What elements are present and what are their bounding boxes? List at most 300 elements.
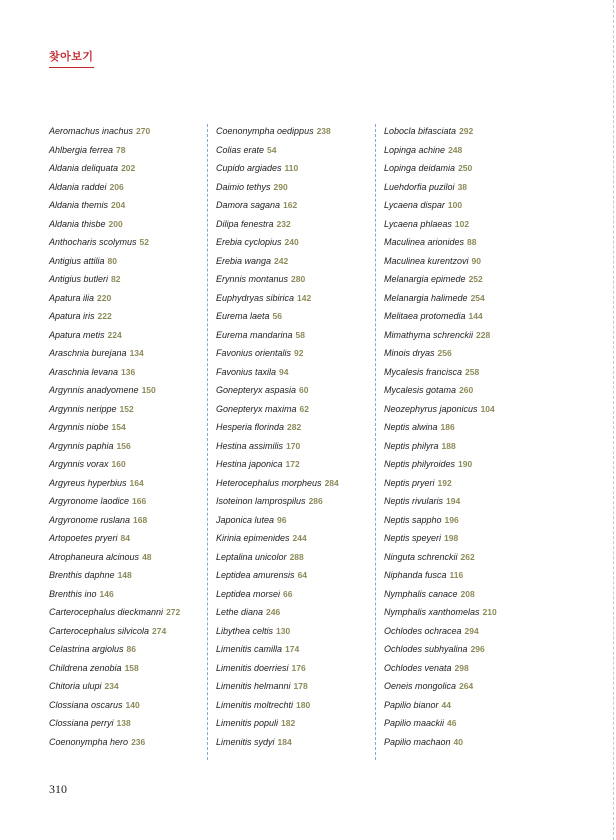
species-name: Heterocephalus morpheus	[216, 477, 322, 488]
species-name: Maculinea arionides	[384, 237, 465, 247]
index-entry	[49, 642, 214, 661]
page-reference: 224	[107, 329, 122, 340]
species-name: Antigius butleri	[49, 274, 109, 284]
species-name: Aldania deliquata	[49, 163, 119, 173]
species-name: Gonepteryx aspasia	[216, 385, 297, 395]
index-entry	[384, 198, 549, 217]
index-entry	[216, 587, 381, 606]
index-entry	[216, 679, 381, 698]
index-entry	[49, 328, 214, 347]
species-name: Neptis sappho	[384, 514, 442, 525]
page-reference: 152	[119, 403, 134, 414]
index-entry	[384, 550, 549, 569]
species-name: Atrophaneura alcinous	[49, 551, 140, 562]
index-entry	[216, 513, 381, 532]
index-entry	[384, 568, 549, 587]
species-name: Leptalina unicolor	[216, 551, 287, 562]
page-reference: 88	[467, 237, 477, 247]
index-entry	[384, 235, 549, 254]
page-reference: 244	[292, 533, 307, 543]
page-reference: 60	[299, 385, 309, 395]
page-reference: 258	[465, 366, 480, 377]
species-name: Leptidea morsei	[216, 588, 281, 599]
index-entry	[384, 624, 549, 643]
page-reference: 234	[104, 681, 119, 691]
index-entry	[216, 328, 381, 347]
index-entry	[384, 420, 549, 439]
species-name: Mycalesis francisca	[384, 366, 463, 377]
species-name: Maculinea kurentzovi	[384, 255, 469, 266]
page-reference: 262	[460, 551, 475, 562]
index-entry	[384, 402, 549, 421]
species-name: Kirinia epimenides	[216, 533, 290, 543]
species-name: Araschnia burejana	[49, 348, 127, 358]
page-reference: 272	[166, 607, 181, 617]
page-reference: 62	[299, 403, 309, 414]
index-entry	[49, 143, 214, 162]
page-reference: 154	[111, 422, 126, 432]
page-reference: 232	[276, 218, 291, 229]
species-name: Japonica lutea	[216, 514, 275, 525]
species-name: Limenitis doerriesi	[216, 662, 289, 673]
index-entry	[216, 402, 381, 421]
page-reference: 66	[283, 588, 293, 599]
index-entry	[384, 494, 549, 513]
page-reference: 176	[291, 662, 306, 673]
index-entry	[384, 587, 549, 606]
species-name: Oeneis mongolica	[384, 681, 457, 691]
species-name: Argyreus hyperbius	[49, 477, 127, 488]
index-entry	[49, 735, 214, 754]
species-name: Damora sagana	[216, 200, 281, 210]
index-entry	[49, 180, 214, 199]
section-title: 찾아보기	[49, 48, 94, 68]
page-reference: 38	[457, 181, 468, 192]
index-entry	[49, 624, 214, 643]
page-reference: 172	[285, 459, 300, 469]
index-entry	[216, 698, 381, 717]
species-name: Ninguta schrenckii	[384, 551, 458, 562]
page-reference: 198	[444, 533, 459, 543]
page-reference: 260	[459, 385, 474, 395]
page-reference: 56	[272, 311, 282, 321]
index-entry	[384, 143, 549, 162]
index-entry	[384, 328, 549, 347]
index-entry	[216, 254, 381, 273]
page-reference: 116	[449, 570, 464, 580]
page-reference: 194	[446, 496, 461, 506]
page-reference: 148	[117, 570, 132, 580]
page-reference: 204	[111, 200, 126, 210]
page-reference: 294	[464, 625, 479, 636]
index-entry	[49, 161, 214, 180]
species-name: Anthocharis scolymus	[49, 237, 137, 247]
species-name: Clossiana perryi	[49, 718, 114, 728]
page-reference: 58	[295, 329, 306, 340]
species-name: Limenitis helmanni	[216, 681, 291, 691]
index-entry	[49, 698, 214, 717]
page-reference: 166	[132, 496, 147, 506]
species-name: Lopinga deidamia	[384, 163, 456, 173]
page-reference: 282	[287, 422, 302, 432]
index-entry	[49, 346, 214, 365]
page-reference: 174	[285, 644, 300, 654]
index-entry	[49, 679, 214, 698]
index-entry	[49, 587, 214, 606]
page-reference: 190	[458, 459, 473, 469]
species-name: Neptis alwina	[384, 422, 438, 432]
species-name: Argynnis vorax	[49, 459, 109, 469]
index-entry	[384, 698, 549, 717]
species-name: Ochlodes ochracea	[384, 625, 462, 636]
page-reference: 178	[293, 681, 308, 691]
index-entry	[49, 254, 214, 273]
species-name: Lobocla bifasciata	[384, 126, 457, 136]
index-entry	[384, 531, 549, 550]
page-reference: 136	[121, 366, 136, 377]
index-entry	[384, 661, 549, 680]
index-entry	[49, 365, 214, 384]
page-reference: 242	[274, 255, 289, 266]
index-entry	[216, 365, 381, 384]
index-entry	[49, 550, 214, 569]
species-name: Aldania thisbe	[49, 218, 106, 229]
index-entry	[49, 309, 214, 328]
page-reference: 188	[441, 440, 456, 451]
species-name: Araschnia levana	[49, 366, 119, 377]
index-column-3	[384, 124, 549, 753]
species-name: Lopinga achine	[384, 144, 446, 155]
page-reference: 206	[109, 181, 124, 192]
page-reference: 146	[99, 588, 114, 599]
species-name: Favonius taxila	[216, 366, 277, 377]
page-reference: 144	[468, 311, 483, 321]
page-reference: 104	[480, 403, 495, 414]
page-reference: 92	[294, 348, 304, 358]
page-reference: 252	[468, 274, 483, 284]
species-name: Ochlodes venata	[384, 662, 452, 673]
index-entry	[384, 272, 549, 291]
species-name: Colias erate	[216, 144, 265, 155]
page-reference: 140	[125, 699, 140, 710]
page-reference: 240	[284, 237, 299, 247]
species-name: Libythea celtis	[216, 625, 274, 636]
page-reference: 298	[454, 662, 469, 673]
page-reference: 210	[482, 607, 497, 617]
species-name: Niphanda fusca	[384, 570, 447, 580]
species-name: Nymphalis canace	[384, 588, 458, 599]
index-entry	[49, 605, 214, 624]
species-name: Apatura metis	[49, 329, 105, 340]
species-name: Mycalesis gotama	[384, 385, 457, 395]
page-reference: 48	[142, 551, 152, 562]
species-name: Argynnis paphia	[49, 440, 114, 451]
page-reference: 90	[471, 255, 482, 266]
species-name: Limenitis camilla	[216, 644, 283, 654]
page-reference: 250	[458, 163, 473, 173]
species-name: Hesperia florinda	[216, 422, 285, 432]
index-entry	[384, 180, 549, 199]
index-entry	[384, 161, 549, 180]
species-name: Erynnis montanus	[216, 274, 289, 284]
index-entry	[216, 624, 381, 643]
species-name: Neptis speyeri	[384, 533, 442, 543]
species-name: Hestina assimilis	[216, 440, 284, 451]
index-column-2	[216, 124, 381, 753]
species-name: Celastrina argiolus	[49, 644, 124, 654]
species-name: Daimio tethys	[216, 181, 271, 192]
index-entry	[384, 476, 549, 495]
index-entry	[384, 513, 549, 532]
index-entry	[384, 642, 549, 661]
species-name: Ochlodes subhyalina	[384, 644, 468, 654]
species-name: Gonepteryx maxima	[216, 403, 297, 414]
page-reference: 86	[126, 644, 137, 654]
index-entry	[49, 383, 214, 402]
species-name: Neozephyrus japonicus	[384, 403, 478, 414]
species-name: Favonius orientalis	[216, 348, 292, 358]
index-entry	[384, 309, 549, 328]
index-entry	[384, 254, 549, 273]
index-entry	[49, 235, 214, 254]
index-entry	[384, 383, 549, 402]
index-entry	[384, 679, 549, 698]
page-reference: 150	[141, 385, 156, 395]
species-name: Limenitis moltrechti	[216, 699, 294, 710]
page-reference: 164	[129, 477, 144, 488]
page-reference: 196	[444, 514, 459, 525]
page-reference: 80	[107, 255, 117, 266]
index-entry	[49, 420, 214, 439]
column-divider	[375, 124, 376, 760]
page-reference: 254	[470, 292, 485, 303]
index-entry	[216, 235, 381, 254]
page-reference: 292	[459, 126, 474, 136]
species-name: Lethe diana	[216, 607, 264, 617]
page-reference: 46	[447, 718, 457, 728]
page-reference: 64	[297, 570, 308, 580]
page-reference: 208	[460, 588, 475, 599]
index-entry	[216, 476, 381, 495]
index-entry	[216, 272, 381, 291]
page-reference: 284	[324, 477, 339, 488]
index-entry	[216, 494, 381, 513]
index-entry	[384, 439, 549, 458]
page-reference: 110	[284, 163, 299, 173]
page-reference: 222	[97, 311, 112, 321]
species-name: Coenonympha hero	[49, 736, 129, 747]
index-entry	[49, 124, 214, 143]
page-reference: 202	[121, 163, 136, 173]
species-name: Hestina japonica	[216, 459, 283, 469]
page-reference: 248	[448, 144, 463, 155]
species-name: Argynnis niobe	[49, 422, 109, 432]
column-divider	[207, 124, 208, 760]
page-reference: 160	[111, 459, 126, 469]
index-entry	[216, 568, 381, 587]
species-name: Childrena zenobia	[49, 662, 122, 673]
species-name: Argyronome ruslana	[49, 514, 131, 525]
species-name: Neptis rivularis	[384, 496, 444, 506]
index-entry	[384, 346, 549, 365]
page-reference: 170	[286, 440, 301, 451]
page-reference: 52	[139, 237, 150, 247]
index-entry	[216, 605, 381, 624]
page-reference: 200	[108, 218, 123, 229]
species-name: Artopoetes pryeri	[49, 533, 118, 543]
index-entry	[49, 661, 214, 680]
index-entry	[216, 124, 381, 143]
species-name: Argyronome laodice	[49, 496, 130, 506]
species-name: Mimathyma schrenckii	[384, 329, 474, 340]
index-entry	[216, 346, 381, 365]
page-reference: 142	[297, 292, 312, 303]
species-name: Euphydryas sibirica	[216, 292, 295, 303]
species-name: Erebia wanga	[216, 255, 272, 266]
species-name: Argynnis nerippe	[49, 403, 117, 414]
species-name: Aeromachus inachus	[49, 126, 134, 136]
species-name: Minois dryas	[384, 348, 435, 358]
species-name: Cupido argiades	[216, 163, 282, 173]
page-reference: 100	[447, 200, 463, 210]
index-entry	[216, 457, 381, 476]
index-entry	[49, 494, 214, 513]
index-entry	[216, 716, 381, 735]
page-reference: 290	[273, 181, 288, 192]
page-reference: 94	[279, 366, 289, 377]
species-name: Ahlbergia ferrea	[49, 144, 114, 155]
species-name: Isoteinon lamprospilus	[216, 496, 306, 506]
index-entry	[384, 124, 549, 143]
index-entry	[216, 198, 381, 217]
index-entry	[216, 439, 381, 458]
page-reference: 288	[289, 551, 304, 562]
species-name: Melanargia halimede	[384, 292, 468, 303]
page-reference: 270	[136, 126, 151, 136]
index-entry	[384, 457, 549, 476]
species-name: Nymphalis xanthomelas	[384, 607, 480, 617]
page-reference: 78	[116, 144, 126, 155]
page-reference: 182	[281, 718, 296, 728]
page-number: 310	[49, 782, 67, 796]
page-reference: 168	[133, 514, 148, 525]
index-entry	[216, 550, 381, 569]
page-reference: 192	[437, 477, 452, 488]
species-name: Apatura iris	[49, 311, 95, 321]
page-reference: 96	[277, 514, 287, 525]
species-name: Coenonympha oedippus	[216, 126, 314, 136]
page-reference: 236	[131, 736, 146, 747]
page-reference: 134	[129, 348, 144, 358]
page-reference: 162	[283, 200, 298, 210]
index-entry	[216, 180, 381, 199]
index-entry	[49, 272, 214, 291]
species-name: Papilio bianor	[384, 699, 439, 710]
species-name: Chitoria ulupi	[49, 681, 102, 691]
species-name: Papilio maackii	[384, 718, 445, 728]
index-entry	[216, 531, 381, 550]
page-reference: 44	[441, 699, 452, 710]
species-name: Antigius attilia	[49, 255, 105, 266]
species-name: Melitaea protomedia	[384, 311, 466, 321]
page-reference: 280	[291, 274, 306, 284]
index-column-1	[49, 124, 214, 753]
index-entry	[49, 198, 214, 217]
index-entry	[216, 642, 381, 661]
page-reference: 264	[459, 681, 474, 691]
species-name: Argynnis anadyomene	[49, 385, 139, 395]
page-reference: 228	[476, 329, 491, 340]
index-entry	[216, 661, 381, 680]
index-entry	[49, 513, 214, 532]
species-name: Clossiana oscarus	[49, 699, 123, 710]
index-entry	[384, 365, 549, 384]
species-name: Eurema mandarina	[216, 329, 293, 340]
index-entry	[216, 309, 381, 328]
species-name: Limenitis populi	[216, 718, 279, 728]
species-name: Brenthis daphne	[49, 570, 115, 580]
page-reference: 286	[308, 496, 323, 506]
page-reference: 138	[116, 718, 131, 728]
index-entry	[49, 291, 214, 310]
species-name: Neptis philyroides	[384, 459, 456, 469]
species-name: Luehdorfia puziloi	[384, 181, 455, 192]
index-entry	[384, 291, 549, 310]
species-name: Aldania raddei	[49, 181, 107, 192]
index-entry	[384, 605, 549, 624]
index-entry	[49, 217, 214, 236]
index-entry	[384, 217, 549, 236]
page-reference: 156	[116, 440, 131, 451]
species-name: Melanargia epimede	[384, 274, 466, 284]
species-name: Brenthis ino	[49, 588, 97, 599]
species-name: Neptis philyra	[384, 440, 439, 451]
index-entry	[49, 568, 214, 587]
index-entry	[216, 291, 381, 310]
index-entry	[49, 476, 214, 495]
species-name: Lycaena phlaeas	[384, 218, 452, 229]
species-name: Carterocephalus silvicola	[49, 625, 150, 636]
page-reference: 220	[97, 292, 112, 303]
species-name: Apatura ilia	[49, 292, 95, 303]
page-reference: 130	[276, 625, 291, 636]
page-reference: 256	[437, 348, 452, 358]
index-entry	[216, 420, 381, 439]
page-reference: 296	[470, 644, 485, 654]
species-name: Erebia cyclopius	[216, 237, 282, 247]
index-entry	[49, 531, 214, 550]
index-entry	[216, 383, 381, 402]
index-entry	[49, 402, 214, 421]
species-name: Leptidea amurensis	[216, 570, 295, 580]
species-name: Papilio machaon	[384, 736, 451, 747]
index-entry	[49, 716, 214, 735]
page-reference: 274	[152, 625, 167, 636]
species-name: Aldania themis	[49, 200, 109, 210]
species-name: Limenitis sydyi	[216, 736, 275, 747]
species-name: Carterocephalus dieckmanni	[49, 607, 164, 617]
page-reference: 84	[120, 533, 131, 543]
page-reference: 180	[296, 699, 311, 710]
page-reference: 102	[454, 218, 470, 229]
page-reference: 158	[124, 662, 139, 673]
index-entry	[49, 439, 214, 458]
page-reference: 186	[440, 422, 455, 432]
index-entry	[384, 735, 549, 754]
index-entry	[216, 735, 381, 754]
index-entry	[216, 217, 381, 236]
index-entry	[384, 716, 549, 735]
